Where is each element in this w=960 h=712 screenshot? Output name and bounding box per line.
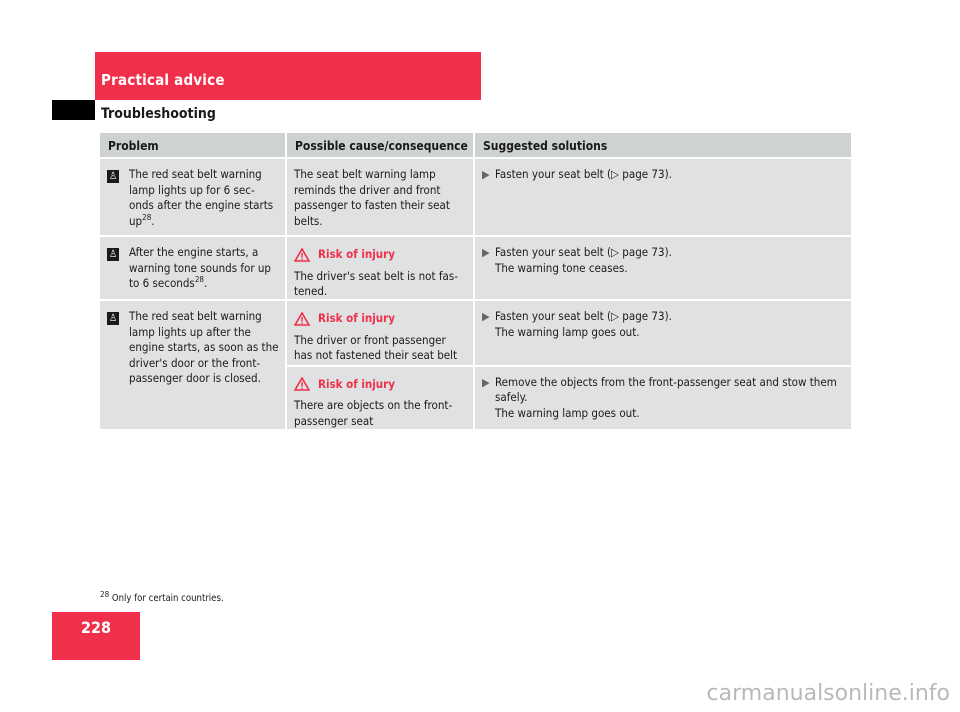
risk-heading (294, 311, 467, 327)
side-tab (52, 100, 95, 120)
solution-cell (475, 367, 851, 430)
cause-cell (287, 367, 475, 430)
problem-text: The red seat belt warning lamp lights up after the engine starts, as soon as the driver's door or the front-passenger door is closed. (129, 309, 279, 385)
problem-cell (100, 237, 287, 299)
seatbelt-warning-icon: ♙ (108, 171, 118, 182)
problem-cell (100, 301, 287, 429)
cause-text: There are objects on the front-passenger seat (294, 398, 453, 428)
section-title: Practical advice (101, 71, 225, 89)
warning-triangle-icon (294, 312, 310, 326)
troubleshooting-table (100, 133, 851, 429)
warning-triangle-icon (294, 377, 310, 391)
cause-cell (287, 237, 475, 299)
arrow-bullet-icon: ▶ (482, 168, 490, 181)
risk-label: Risk of injury (318, 311, 396, 325)
solution-cell (475, 159, 851, 235)
problem-text: After the engine starts, a warning tone sounds for up to 6 seconds (129, 245, 272, 290)
footnote-text: Only for certain countries. (111, 593, 224, 604)
cause-text: The driver or front passenger has not fastened their seat belt (294, 332, 458, 362)
solution-cell (475, 237, 851, 299)
page-number: 228 (80, 618, 112, 637)
table-header-row (100, 133, 851, 159)
arrow-bullet-icon: ▶ (482, 310, 490, 323)
header-cause: Possible cause/consequence (287, 133, 475, 157)
cause-cell: The seat belt warning lamp reminds the driver and front passenger to fasten their seat belts. (287, 159, 475, 235)
footnote-ref: 28 (194, 275, 204, 285)
seatbelt-warning-icon: ♙ (108, 249, 118, 260)
seatbelt-warning-icon: ♙ (108, 313, 118, 324)
header-solutions: Suggested solutions (483, 139, 608, 153)
solution-line: The warning lamp goes out. (495, 324, 640, 339)
problem-text: The red seat belt warning lamp lights up for 6 sec-onds after the engine starts up (129, 167, 274, 228)
table-row (100, 159, 851, 237)
solution-line: Remove the objects from the front-passenger seat and stow them safely. (495, 374, 837, 404)
footnote (100, 589, 224, 604)
solution-cell (475, 301, 851, 365)
footnote-ref: 28 (142, 212, 152, 222)
watermark: carmanualsonline.info (706, 681, 950, 706)
problem-end: . (203, 276, 208, 290)
risk-heading (294, 377, 467, 393)
problem-cell (100, 159, 287, 235)
subrow (287, 367, 851, 430)
subrow-group (287, 301, 851, 429)
solution-line: Fasten your seat belt (▷ page 73). (495, 167, 672, 181)
subsection-title: Troubleshooting (101, 106, 216, 122)
solution-line: The warning lamp goes out. (495, 405, 640, 420)
problem-end: . (151, 213, 155, 228)
risk-label: Risk of injury (318, 247, 396, 261)
header-problem: Problem (100, 133, 287, 157)
cause-text: The driver's seat belt is not fas-tened. (294, 268, 458, 298)
solution-line: The warning tone ceases. (495, 260, 628, 275)
table-row (100, 301, 851, 429)
risk-heading (294, 247, 467, 263)
arrow-bullet-icon: ▶ (482, 246, 490, 259)
subrow (287, 301, 851, 367)
solution-line: Fasten your seat belt (▷ page 73). (495, 309, 672, 323)
cause-cell (287, 301, 475, 365)
arrow-bullet-icon: ▶ (482, 375, 490, 389)
table-row (100, 237, 851, 301)
footnote-number: 28 (100, 589, 110, 599)
solution-line: Fasten your seat belt (▷ page 73). (495, 245, 672, 259)
warning-triangle-icon (294, 248, 310, 262)
risk-label: Risk of injury (318, 376, 396, 391)
